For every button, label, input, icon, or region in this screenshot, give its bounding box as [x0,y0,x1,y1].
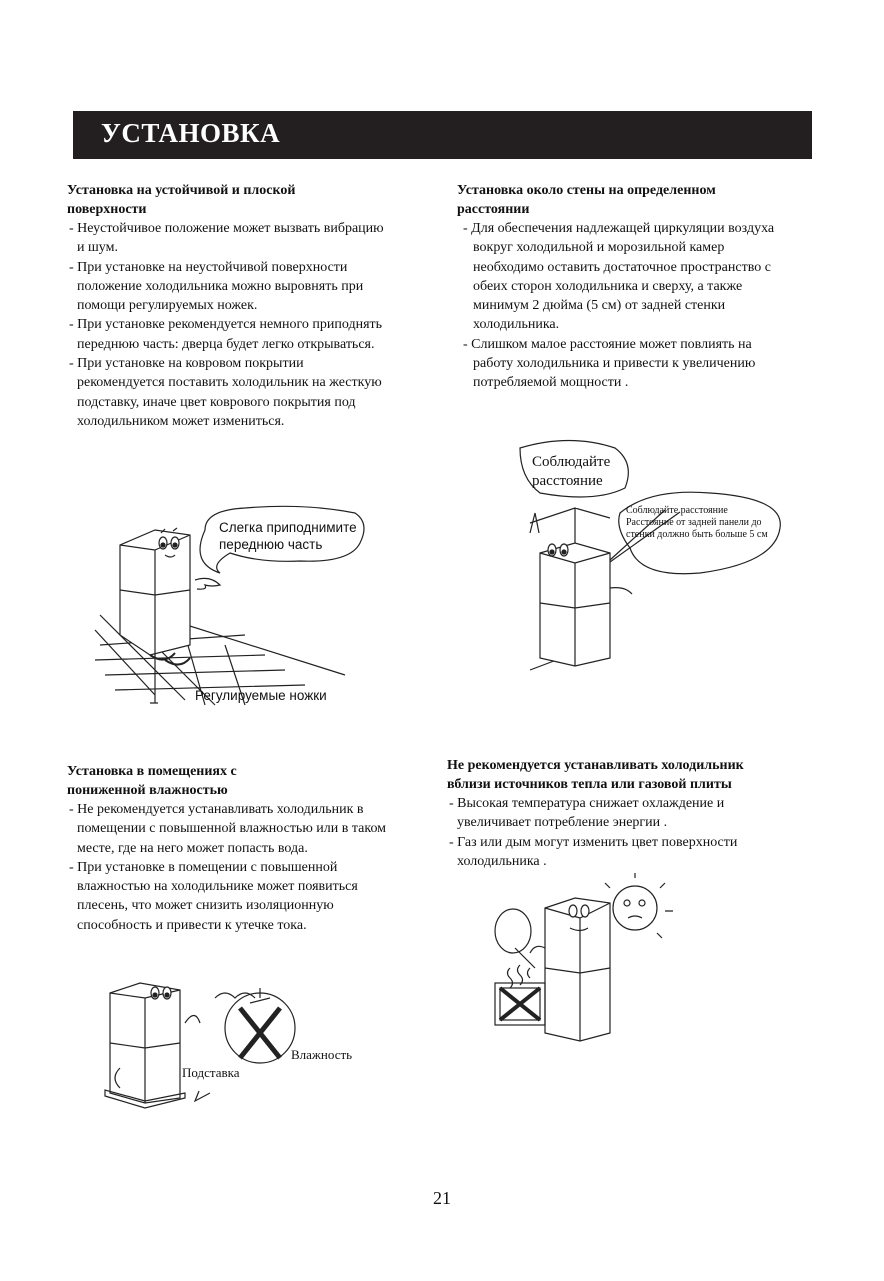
list-item: - При установке рекомендуется немного приподнять переднюю часть: дверца будет легко открываться. [69,317,383,352]
fridge-feet-drawing [95,495,375,710]
list-item: - При установке на неустойчивой поверхности положение холодильника можно выровнять при помощи регулируемых ножек. [69,259,364,314]
list-item: - Высокая температура снижает охлаждение и увеличивает потребление энергии . [449,796,725,831]
label-humidity: Влажность [291,1047,353,1062]
fridge-humidity-drawing [100,968,370,1108]
bubble-text: стенки должно быть больше 5 см [626,529,768,540]
list-item: - Неустойчивое положение может вызвать вибрацию и шум. [69,221,384,256]
bubble-text: Соблюдайте [532,454,611,470]
section-humidity [67,762,402,935]
page-number: 21 [433,1188,451,1208]
bubble-text: Расстояние от задней панели до [626,517,762,528]
section-title: Установка на устойчивой и плоской поверхности [67,183,296,217]
page-title: УСТАНОВКА [101,118,281,148]
list-item: - При установке на ковровом покрытии рекомендуется поставить холодильник на жесткую подставку, иначе цвет коврового покрытия под холодильником может измениться. [69,356,382,429]
section-wall-distance [457,181,787,393]
fridge-distance-drawing [500,438,800,670]
section-title: Установка около стены на определенном расстоянии [457,183,716,217]
illustration-keep-distance [500,438,800,670]
fridge-heat-drawing [485,873,675,1048]
list-item: - Слишком малое расстояние может повлиять на работу холодильника и привести к увеличению потребляемой мощности . [463,336,756,391]
section-heat-sources [447,756,797,871]
section-title: Установка в помещениях с пониженной влажностью [67,764,237,798]
section-flat-surface [67,181,387,431]
illustration-lift-front [95,495,375,710]
bubble-text: расстояние [532,473,603,489]
bubble-text: Слегка приподнимите [219,520,357,535]
list-item: - При установке в помещении с повышенной влажностью на холодильнике может появиться плесень, что может снизить изоляционную способность и привести к утечке тока. [69,859,358,933]
section-title: Не рекомендуется устанавливать холодильник вблизи источников тепла или газовой плиты [447,758,744,792]
bubble-text: Соблюдайте расстояние [626,505,728,516]
list-item: - Для обеспечения надлежащей циркуляции воздуха вокруг холодильной и морозильной камер необходимо оставить достаточное пространство с обеих сторон холодильника и сверху, а также минимум 2 дюйма (5 см) от задней стенки холодильника. [463,221,775,333]
illustration-heat-sources [485,873,675,1048]
bubble-text: переднюю часть [219,537,323,552]
list-item: - Газ или дым могут изменить цвет поверхности холодильника . [449,834,738,869]
caption: Регулируемые ножки [195,688,327,703]
label-stand: Подставка [182,1065,240,1080]
illustration-humidity [100,968,370,1108]
list-item: - Не рекомендуется устанавливать холодильник в помещении с повышенной влажностью или в таком месте, где на него может попасть вода. [69,802,387,856]
section-banner [73,111,812,159]
